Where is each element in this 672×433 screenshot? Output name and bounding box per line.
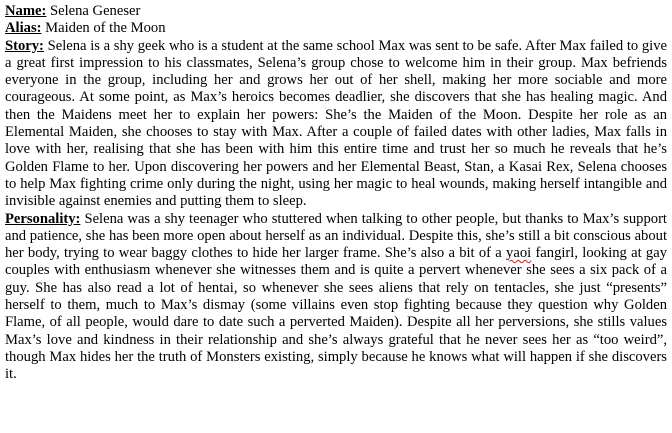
- personality-label: Personality:: [5, 210, 81, 227]
- story-text: Selena is a shy geek who is a student at the same school Max was sent to be safe. After Max failed to give a great first impression to his classmates, Selena’s group chose to welcome him in their group. Max befriends everyone in the group, including her and grows her out of her shell, making her more sociable and more courageous. At some point, as Max’s heroics becomes deadlier, she discovers that she has healing magic. And then the Maidens meet her to explain her powers: She’s the Maiden of the Moon. Despite her role as an Elemental Maiden, she chooses to stay with Max. After a couple of failed dates with other ladies, Max falls in love with her, realising that she has been with him this entire time and trust her so much he reveals that he’s Golden Flame to her. Upon discovering her powers and her Elemental Beast, Stan, a Kasai Rex, Selena chooses to help Max fighting crime only during the night, using her magic to heal wounds, making herself intangible and invisible against enemies and putting them to sleep.: [5, 37, 667, 210]
- story-paragraph: [5, 38, 667, 211]
- name-label: Name:: [5, 3, 47, 19]
- alias-label: Alias:: [5, 20, 42, 37]
- personality-text-part-1: Selena was a shy teenager who stuttered when talking to other people, but thanks to Max’s support and patience, she has been more open about herself as an individual. Despite this, she’s still a bit conscious about her body, trying to wear baggy clothes to hide her larger frame. She’s also a bit of a: [5, 210, 667, 262]
- story-label: Story:: [5, 37, 44, 54]
- alias-line: [5, 20, 667, 37]
- spellcheck-flagged-word: yaoi: [506, 245, 532, 262]
- personality-text-part-2: fangirl, looking at gay couples with enthusiasm whenever she witnesses them and is quite a pervert whenever she sees a six pack of a guy. She has also read a lot of hentai, so whenever she sees aliens that rely on tentacles, she just “presents” herself to them, much to Max’s dismay (some villains even stop fighting because they question why Golden Flame, of all people, would dare to date such a perverted Maiden). Despite all her perversions, she stills values Max’s love and kindness in their relationship and she’s always grateful that he never sees her as “too weird”, though Max hides her the truth of Monsters existing, simply because he knows what will happen if she discovers it.: [5, 245, 667, 383]
- alias-value: Maiden of the Moon: [41, 20, 166, 37]
- personality-paragraph: [5, 211, 667, 384]
- name-line: [5, 3, 667, 20]
- name-value: Selena Geneser: [46, 3, 141, 19]
